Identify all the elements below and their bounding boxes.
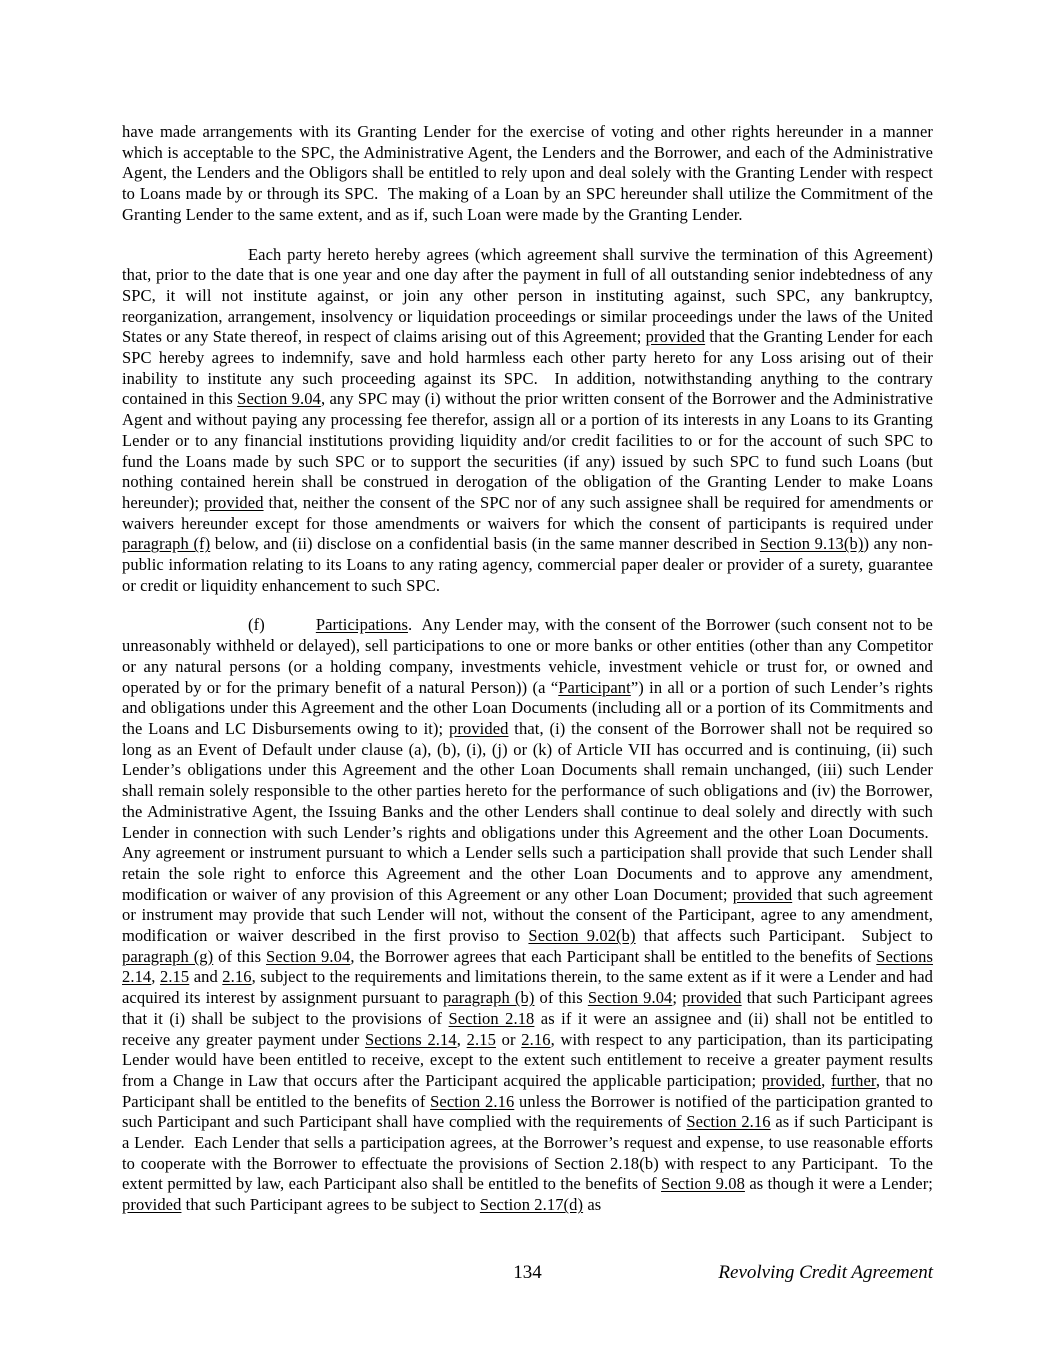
paragraph-spc-voting-continuation xyxy=(122,122,933,226)
text-run: , that no Participant shall be entitled to the benefits of xyxy=(122,1070,933,1111)
underlined-reference: paragraph (f) xyxy=(122,534,211,554)
text-run: , xyxy=(151,967,160,987)
underlined-reference: provided xyxy=(122,1195,182,1215)
text-run: that affects such Participant. Subject to xyxy=(635,926,933,946)
text-run: ) any non-public information relating to its Loans to any rating agency, commercial paper dealer or provider of a surety, guarantee or credit or liquidity enhancement to such SPC. xyxy=(122,534,933,595)
underlined-reference: provided xyxy=(204,492,264,512)
text-run: Each party hereto hereby agrees (which agreement shall survive the termination of this Agreement) that, prior to the date that is one year and one day after the payment in full of all outstanding senior indebtedness of any SPC, it will not institute against, or join any other person in instituting against, such SPC, any bankruptcy, reorganization, arrangement, insolvency or liquidation proceedings or similar proceedings under the laws of the United States or any State thereof, in respect of claims arising out of this Agreement; xyxy=(122,244,933,347)
underlined-reference: 2.15 xyxy=(466,1029,496,1049)
underlined-reference: Section 2.16 xyxy=(686,1112,771,1132)
text-run: , subject to the requirements and limitations therein, to the same extent as if it were a Lender and had acquired its interest by assignment pursuant to xyxy=(122,967,934,1008)
text-run: of this xyxy=(534,988,588,1008)
text-run: that such Participant agrees to be subject to xyxy=(181,1195,480,1215)
text-run: ”) in all or a portion of such Lender’s rights and obligations under this Agreement and the other Loan Documents (including all or a portion of its Commitments and the Loans and LC Disbursements owing to it); xyxy=(122,677,933,738)
underlined-reference: 2.16 xyxy=(521,1029,551,1049)
underlined-reference: further xyxy=(830,1070,876,1090)
text-run: have made arrangements with its Granting Lender for the exercise of voting and other rights hereunder in a manner which is acceptable to the SPC, the Administrative Agent, the Lenders and the Borrower, and each of the Administrative Agent, the Lenders and the Obligors shall be entitled to rely upon and deal solely with the Granting Lender with respect to Loans made by or through its SPC. The making of a Loan by an SPC hereunder shall utilize the Commitment of the Granting Lender to the same extent, and as if, such Loan were made by the Granting Lender. xyxy=(122,122,933,224)
text-run: . Any Lender may, with the consent of the Borrower (such consent not to be unreasonably withheld or delayed), sell participations to one or more banks or other entities (other than any Competitor or any natural persons (or a holding company, investments vehicle, investment vehicle or trust for, or owned and operated by or for the primary benefit of a natural Person)) (a “ xyxy=(122,615,933,697)
text-run: , the Borrower agrees that each Participant shall be entitled to the benefits of xyxy=(350,946,877,966)
underlined-reference: Section 9.08 xyxy=(661,1174,745,1194)
underlined-reference: provided xyxy=(645,327,706,347)
text-run: that such Participant agrees that it (i) shall be subject to the provisions of xyxy=(122,988,934,1028)
text-run: as xyxy=(583,1195,602,1215)
page-footer xyxy=(122,1261,933,1289)
underlined-reference: 2.16 xyxy=(222,967,252,987)
text-run: , xyxy=(821,1070,831,1090)
text-run: , any SPC may (i) without the prior written consent of the Borrower and the Administrative Agent and without paying any processing fee therefor, assign all or a portion of its interests in any Loans to its Granting Lender or to any financial institutions providing liquidity and/or credit facilities to or for the account of such SPC to fund the Loans made by such SPC or to support the securities (if any) issued by such SPC to fund such Loans (but nothing contained herein shall be construed in derogation of the obligation of the Granting Lender to make Loans hereunder); xyxy=(122,389,933,512)
text-run: as if it were an assignee and (ii) shall not be entitled to receive any greater payment under xyxy=(122,1008,933,1049)
page-body-text xyxy=(122,122,933,1235)
underlined-reference: Sections 2.14 xyxy=(365,1029,457,1049)
text-run: unless the Borrower is notified of the participation granted to such Participant and such Participant shall have complied with the requirements of xyxy=(122,1091,933,1132)
paragraph-spc-nonpetition xyxy=(122,245,933,597)
underlined-reference: Section 9.02(b) xyxy=(528,926,636,946)
text-run: or xyxy=(495,1029,522,1049)
text-run: as though it were a Lender; xyxy=(744,1174,933,1194)
underlined-reference: Participations xyxy=(315,615,408,635)
underlined-reference: Participant xyxy=(558,677,631,697)
text-run: , xyxy=(456,1029,467,1049)
underlined-reference: Section 9.04 xyxy=(266,946,351,966)
text-run: ; xyxy=(672,988,683,1008)
text-run: (f) xyxy=(248,615,316,635)
underlined-reference: Section 9.13(b) xyxy=(759,534,864,554)
underlined-reference: paragraph (b) xyxy=(442,988,535,1008)
underlined-reference: Section 9.04 xyxy=(587,988,673,1008)
text-run: that, neither the consent of the SPC nor of any such assignee shall be required for amendments or waivers hereunder except for those amendments or waivers for which the consent of participants is required under xyxy=(122,492,933,533)
underlined-reference: paragraph (g) xyxy=(122,946,214,966)
text-run: that such agreement or instrument may provide that such Lender will not, without the consent of the Participant, agree to any amendment, modification or waiver described in the first proviso to xyxy=(122,884,933,946)
underlined-reference: provided xyxy=(732,884,793,904)
text-run: that the Granting Lender for each SPC hereby agrees to indemnify, save and hold harmless each other party hereto for any Loss arising out of their inability to institute any such proceeding against its SPC. In addition, notwithstanding anything to the contrary contained in this xyxy=(122,327,933,409)
text-run: and xyxy=(189,967,223,987)
document-title: Revolving Credit Agreement xyxy=(718,1262,933,1283)
underlined-reference: provided xyxy=(682,988,742,1008)
underlined-reference: Section 2.18 xyxy=(448,1008,535,1028)
text-run: , with respect to any participation, than its participating Lender would have been entitled to receive, except to the extent such entitlement to receive a greater payment results from a Change in Law that occurs after the Participant acquired the applicable participation; xyxy=(122,1029,933,1090)
underlined-reference: 2.15 xyxy=(159,967,190,987)
text-run: of this xyxy=(213,946,267,966)
underlined-reference: Sections 2.14 xyxy=(122,946,933,987)
paragraph-f-participations xyxy=(122,615,933,1215)
underlined-reference: Section 2.17(d) xyxy=(479,1195,584,1215)
underlined-reference: Section 9.04 xyxy=(237,389,321,409)
underlined-reference: provided xyxy=(761,1070,822,1090)
underlined-reference: provided xyxy=(449,718,509,738)
text-run: as if such Participant is a Lender. Each Lender that sells a participation agrees, at the Borrower’s request and expense, to use reasonable efforts to cooperate with the Borrower to effectuate the provisions of Section 2.18(b) with respect to any Participant. To the extent permitted by law, each Participant also shall be entitled to the benefits of xyxy=(122,1112,933,1194)
underlined-reference: Section 2.16 xyxy=(430,1091,515,1111)
text-run: that, (i) the consent of the Borrower shall not be required so long as an Event of Default under clause (a), (b), (i), (j) or (k) of Article VII has occurred and is continuing, (ii) such Lender’s obligations under this Agreement and the other Loan Documents shall remain unchanged, (iii) such Lender shall remain solely responsible to the other parties hereto for the performance of such obligations and (iv) the Borrower, the Administrative Agent, the Issuing Banks and the other Lenders shall continue to deal solely and directly with such Lender in connection with such Lender’s rights and obligations under this Agreement and the other Loan Documents. Any agreement or instrument pursuant to which a Lender sells such a participation shall provide that such Lender shall retain the sole right to enforce this Agreement and the other Loan Documents and to approve any amendment, modification or waiver of any provision of this Agreement or any other Loan Document; xyxy=(122,718,933,904)
text-run: below, and (ii) disclose on a confidential basis (in the same manner described in xyxy=(210,534,760,554)
page-number: 134 xyxy=(513,1262,542,1283)
